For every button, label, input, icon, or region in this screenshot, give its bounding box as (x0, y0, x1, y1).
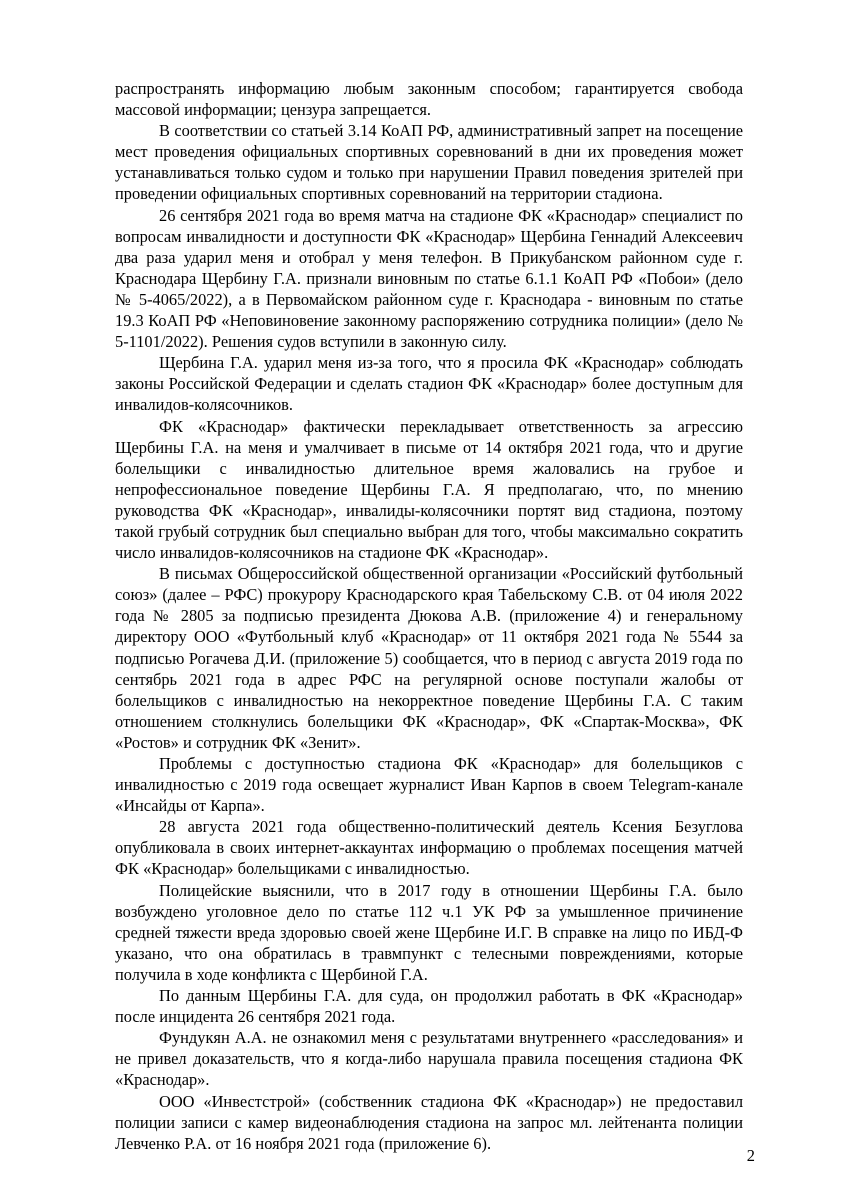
page-number: 2 (746, 1145, 755, 1165)
paragraph-club-shifts-responsibility: ФК «Краснодар» фактически перекладывает ответственность за агрессию Щербины Г.А. на меня и умалчивает в письме от 14 октября 2021 года, что и другие болельщики с инвалидностью длительное время жаловались на грубое и непрофессиональное поведение Щербины Г.А. Я предполагаю, что, по мнению руководства ФК «Краснодар», инвалиды-колясочники портят вид стадиона, поэтому такой грубый сотрудник был специально выбран для того, чтобы максимально сократить число инвалидов-колясочников на стадионе ФК «Краснодар». (115, 416, 743, 563)
paragraph-freedom-of-information: распространять информацию любым законным способом; гарантируется свобода массовой информации; цензура запрещается. (115, 79, 743, 120)
paragraph-fundukyan-investigation: Фундукян А.А. не ознакомил меня с результатами внутреннего «расследования» и не привел доказательств, что я когда-либо нарушала правила посещения стадиона ФК «Краснодар». (115, 1028, 743, 1090)
paragraph-reason-for-assault: Щербина Г.А. ударил меня из-за того, что я просила ФК «Краснодар» соблюдать законы Российской Федерации и сделать стадион ФК «Краснодар» более доступным для инвалидов-колясочников. (115, 353, 743, 415)
paragraph-rfs-letters: В письмах Общероссийской общественной организации «Российский футбольный союз» (далее – РФС) прокурору Краснодарского края Табельскому С.В. от 04 июля 2022 года № 2805 за подписью президента Дюкова А.В. (приложение 4) и генеральному директору ООО «Футбольный клуб «Краснодар» от 11 октября 2021 года № 5544 за подписью Рогачева Д.И. (приложение 5) сообщается, что в период с августа 2019 года по сентябрь 2021 года в адрес РФС на регулярной основе поступали жалобы от болельщиков с инвалидностью на некорректное поведение Щербины Г.А. С таким отношением столкнулись болельщики ФК «Краснодар», ФК «Спартак-Москва», ФК «Ростов» и сотрудник ФК «Зенит». (115, 564, 743, 752)
paragraph-incident-2021-09-26: 26 сентября 2021 года во время матча на стадионе ФК «Краснодар» специалист по вопросам инвалидности и доступности ФК «Краснодар» Щербина Геннадий Алексеевич два раза ударил меня и отобрал у меня телефон. В Прикубанском районном суде г. Краснодара Щербину Г.А. признали виновным по статье 6.1.1 КоАП РФ «Побои» (дело № 5-4065/2022), а в Первомайском районном суде г. Краснодара - виновным по статье 19.3 КоАП РФ «Неповиновение законному распоряжению сотрудника полиции» (дело № 5-1101/2022). Решения судов вступили в законную силу. (115, 205, 743, 352)
paragraph-bezuglova-publication: 28 августа 2021 года общественно-политический деятель Ксения Безуглова опубликовала в своих интернет-аккаунтах информацию о проблемах посещения матчей ФК «Краснодар» болельщиками с инвалидностью. (115, 817, 743, 879)
paragraph-investstroy-cctv: ООО «Инвестстрой» (собственник стадиона ФК «Краснодар») не предоставил полиции записи с камер видеонаблюдения стадиона на запрос мл. лейтенанта полиции Левченко Р.А. от 16 ноября 2021 года (приложение 6). (115, 1091, 743, 1153)
paragraph-police-2017-case: Полицейские выяснили, что в 2017 году в отношении Щербины Г.А. было возбуждено уголовное дело по статье 112 ч.1 УК РФ за умышленное причинение средней тяжести вреда здоровью своей жене Щербине И.Г. В справке на лицо по ИБД-Ф указано, что она обратилась в травмпункт с телесными повреждениями, которые получила в ходе конфликта с Щербиной Г.А. (115, 880, 743, 984)
document-text-body (115, 78, 743, 1154)
paragraph-koap-3-14: В соответствии со статьей 3.14 КоАП РФ, административный запрет на посещение мест проведения официальных спортивных соревнований в дни их проведения может устанавливаться только судом и только при нарушении Правил поведения зрителей при проведении официальных спортивных соревнований на территории стадиона. (115, 121, 743, 204)
paragraph-journalist-karpov: Проблемы с доступностью стадиона ФК «Краснодар» для болельщиков с инвалидностью с 2019 года освещает журналист Иван Карпов в своем Telegram-канале «Инсайды от Карпа». (115, 754, 743, 816)
paragraph-continued-employment: По данным Щербины Г.А. для суда, он продолжил работать в ФК «Краснодар» после инцидента 26 сентября 2021 года. (115, 986, 743, 1027)
